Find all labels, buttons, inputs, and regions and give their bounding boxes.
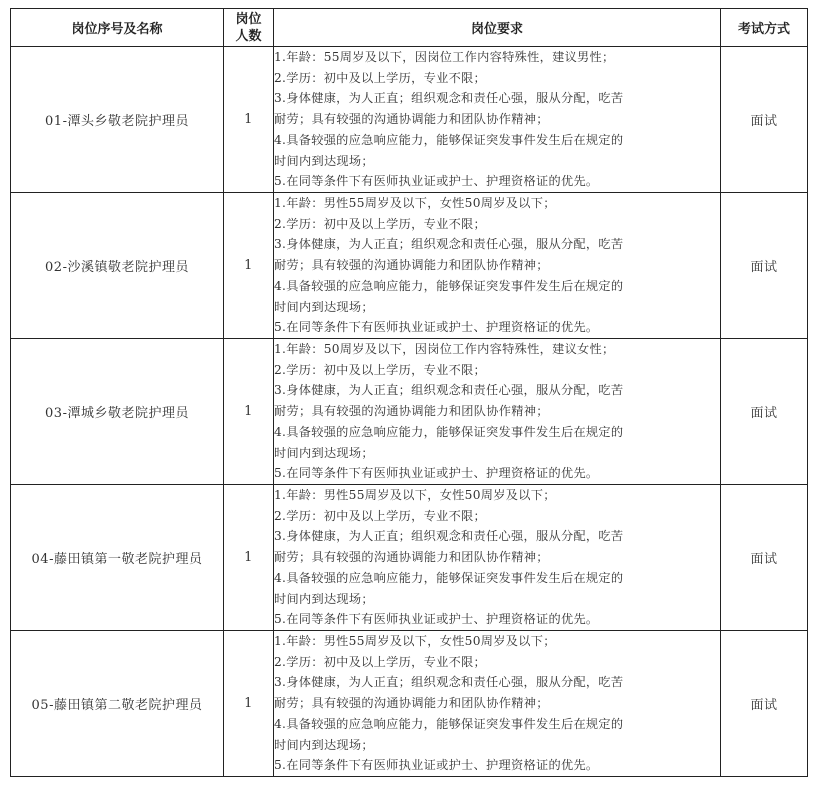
- requirement-line: 4.具备较强的应急响应能力，能够保证突发事件发生后在规定的: [274, 716, 624, 731]
- requirement-line: 5.在同等条件下有医师执业证或护士、护理资格证的优先。: [274, 320, 599, 335]
- header-count-line1: 岗位: [235, 11, 262, 27]
- table-row: [11, 485, 808, 631]
- requirement-line: 时间内到达现场；: [274, 299, 374, 314]
- header-count-line2: 人数: [235, 28, 262, 44]
- requirement-line: 5.在同等条件下有医师执业证或护士、护理资格证的优先。: [274, 466, 599, 481]
- requirement-line: 2.学历：初中及以上学历，专业不限；: [274, 362, 487, 377]
- table-header: [11, 9, 808, 47]
- requirement-line: 时间内到达现场；: [274, 591, 374, 606]
- requirement-line: 时间内到达现场；: [274, 153, 374, 168]
- requirement-line: 耐劳；具有较强的沟通协调能力和团队协作精神；: [274, 550, 549, 565]
- requirement-line: 2.学历：初中及以上学历，专业不限；: [274, 70, 487, 85]
- position-name-cell: 05-藤田镇第二敬老院护理员: [11, 631, 224, 777]
- requirement-line: 时间内到达现场；: [274, 445, 374, 460]
- requirement-line: 5.在同等条件下有医师执业证或护士、护理资格证的优先。: [274, 612, 599, 627]
- requirement-line: 2.学历：初中及以上学历，专业不限；: [274, 654, 487, 669]
- exam-method-cell: 面试: [721, 339, 808, 485]
- header-exam-method: 考试方式: [721, 9, 808, 47]
- position-name-cell: 02-沙溪镇敬老院护理员: [11, 193, 224, 339]
- position-count-cell: 1: [224, 193, 274, 339]
- requirement-line: 耐劳；具有较强的沟通协调能力和团队协作精神；: [274, 258, 549, 273]
- table-row: [11, 193, 808, 339]
- requirements-cell: [274, 631, 721, 777]
- requirement-line: 耐劳；具有较强的沟通协调能力和团队协作精神；: [274, 404, 549, 419]
- position-count-cell: 1: [224, 485, 274, 631]
- position-count-cell: 1: [224, 47, 274, 193]
- requirement-line: 2.学历：初中及以上学历，专业不限；: [274, 508, 487, 523]
- job-positions-table: [10, 8, 808, 777]
- position-count-cell: 1: [224, 339, 274, 485]
- table-row: [11, 631, 808, 777]
- requirement-line: 1.年龄：男性55周岁及以下，女性50周岁及以下；: [274, 488, 556, 502]
- header-position-name: 岗位序号及名称: [11, 9, 224, 47]
- requirement-line: 5.在同等条件下有医师执业证或护士、护理资格证的优先。: [274, 758, 599, 773]
- requirement-line: 4.具备较强的应急响应能力，能够保证突发事件发生后在规定的: [274, 424, 624, 439]
- table-row: [11, 339, 808, 485]
- requirements-cell: [274, 485, 721, 631]
- exam-method-cell: 面试: [721, 631, 808, 777]
- header-requirements: 岗位要求: [274, 9, 721, 47]
- requirement-line: 2.学历：初中及以上学历，专业不限；: [274, 216, 487, 231]
- requirement-line: 1.年龄：55周岁及以下，因岗位工作内容特殊性，建议男性；: [274, 50, 615, 64]
- header-row: [11, 9, 808, 47]
- requirement-line: 4.具备较强的应急响应能力，能够保证突发事件发生后在规定的: [274, 570, 624, 585]
- exam-method-cell: 面试: [721, 193, 808, 339]
- requirement-line: 3.身体健康，为人正直；组织观念和责任心强，服从分配，吃苦: [274, 529, 624, 544]
- requirement-line: 5.在同等条件下有医师执业证或护士、护理资格证的优先。: [274, 174, 599, 189]
- requirement-line: 1.年龄：男性55周岁及以下，女性50周岁及以下；: [274, 634, 556, 648]
- position-name-cell: 01-潭头乡敬老院护理员: [11, 47, 224, 193]
- exam-method-cell: 面试: [721, 47, 808, 193]
- requirement-line: 4.具备较强的应急响应能力，能够保证突发事件发生后在规定的: [274, 278, 624, 293]
- requirement-line: 4.具备较强的应急响应能力，能够保证突发事件发生后在规定的: [274, 132, 624, 147]
- header-position-count: [224, 9, 274, 47]
- requirements-cell: [274, 193, 721, 339]
- requirement-line: 3.身体健康，为人正直；组织观念和责任心强，服从分配，吃苦: [274, 237, 624, 252]
- requirement-line: 3.身体健康，为人正直；组织观念和责任心强，服从分配，吃苦: [274, 91, 624, 106]
- requirement-line: 3.身体健康，为人正直；组织观念和责任心强，服从分配，吃苦: [274, 675, 624, 690]
- job-table-sheet: [10, 8, 807, 777]
- requirement-line: 时间内到达现场；: [274, 737, 374, 752]
- position-name-cell: 04-藤田镇第一敬老院护理员: [11, 485, 224, 631]
- table-row: [11, 47, 808, 193]
- requirement-line: 耐劳；具有较强的沟通协调能力和团队协作精神；: [274, 696, 549, 711]
- position-count-cell: 1: [224, 631, 274, 777]
- table-body: [11, 47, 808, 777]
- requirements-cell: [274, 339, 721, 485]
- requirement-line: 1.年龄：50周岁及以下，因岗位工作内容特殊性，建议女性；: [274, 342, 615, 356]
- requirement-line: 耐劳；具有较强的沟通协调能力和团队协作精神；: [274, 112, 549, 127]
- position-name-cell: 03-潭城乡敬老院护理员: [11, 339, 224, 485]
- exam-method-cell: 面试: [721, 485, 808, 631]
- requirements-cell: [274, 47, 721, 193]
- requirement-line: 1.年龄：男性55周岁及以下，女性50周岁及以下；: [274, 196, 556, 210]
- requirement-line: 3.身体健康，为人正直；组织观念和责任心强，服从分配，吃苦: [274, 383, 624, 398]
